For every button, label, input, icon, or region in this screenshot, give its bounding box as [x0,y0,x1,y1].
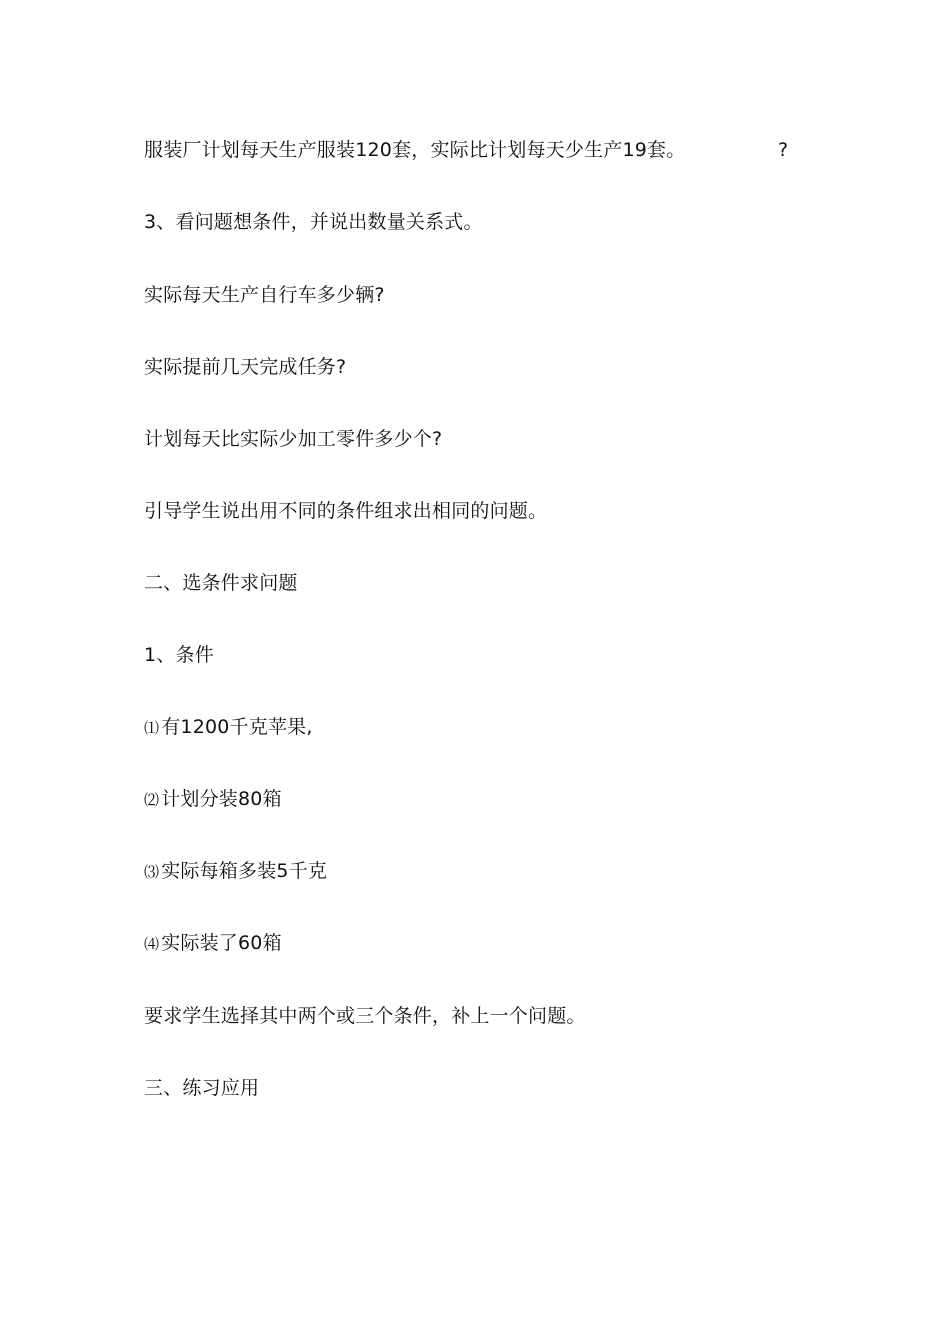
condition-text: 实际装了60箱 [161,932,282,954]
condition-number: ⑷ [144,935,160,953]
condition-item-4 [144,930,282,957]
condition-item-2 [144,786,282,813]
guidance-note: 引导学生说出用不同的条件组求出相同的问题。 [144,500,548,522]
condition-text: 有1200千克苹果, [161,716,313,738]
condition-text: 计划分装80箱 [161,788,282,810]
condition-item-3 [144,858,327,885]
task-instruction: 3、看问题想条件，并说出数量关系式。 [144,211,483,233]
condition-number: ⑴ [144,719,160,737]
requirement-note: 要求学生选择其中两个或三个条件，补上一个问题。 [144,1005,586,1027]
condition-text: 实际每箱多装5千克 [161,860,328,882]
condition-item-1 [144,714,313,741]
section-heading-2: 二、选条件求问题 [144,572,298,594]
question-2: 实际提前几天完成任务? [144,356,347,378]
condition-number: ⑶ [144,863,160,881]
question-3: 计划每天比实际少加工零件多少个? [144,428,443,450]
condition-number: ⑵ [144,791,160,809]
problem-statement: 服装厂计划每天生产服装120套，实际比计划每天少生产19套。 [144,139,686,161]
question-1: 实际每天生产自行车多少辆? [144,284,385,306]
section-heading-3: 三、练习应用 [144,1077,260,1099]
question-mark: ? [778,139,789,161]
subsection-heading-conditions: 1、条件 [144,644,214,666]
